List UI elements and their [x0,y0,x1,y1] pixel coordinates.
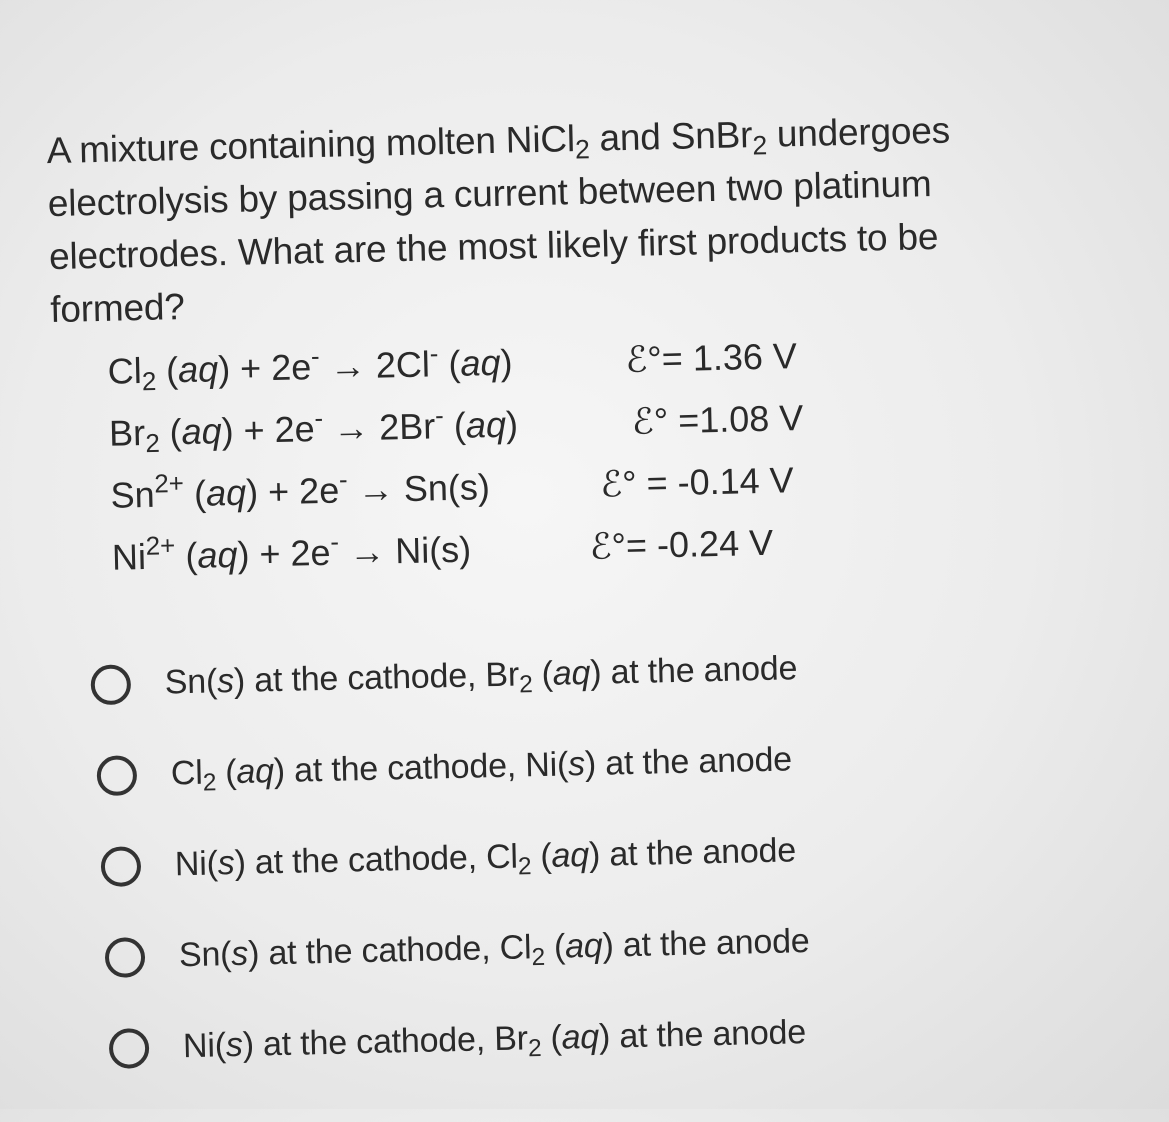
option-label: Sn(s) at the cathode, $Br_2$ (aq) at the anode [164,649,798,702]
subscript: 2 [752,130,768,161]
half-reaction: $Sn^{2+}$ (aq) + 2e- → Sn(s) [110,466,491,516]
half-reaction: $Br_2$ (aq) + 2e- → 2Br- (aq) [108,401,519,459]
option-label: Ni(s) at the cathode, $Cl_2$ (aq) at the anode [174,831,797,884]
half-reaction: $Cl_2$ (aq) + 2e- → 2Cl- (aq) [107,340,513,397]
half-reaction: $Ni^{2+}$ (aq) + 2e- → Ni(s) [111,528,472,578]
subscript: 2 [574,134,591,165]
radio-button[interactable] [105,937,146,978]
radio-button[interactable] [109,1028,150,1069]
option-label: Sn(s) at the cathode, $Cl_2$ (aq) at the anode [178,922,810,975]
question-line-2: electrolysis by passing a current between two platinum [47,163,932,225]
question-line-3: electrodes. What are the most likely first products to be [48,215,939,278]
question-line-1-part-b: and SnBr [588,114,753,159]
question-line-1-part-c: undergoes [766,109,951,155]
option-label: $Cl_2$ (aq) at the cathode, Ni(s) at the anode [170,740,793,797]
question-line-4: formed? [49,286,186,331]
standard-potential: ℰ°= 1.36 V [625,335,798,381]
question-line-1-part-a: A mixture containing molten NiCl [46,118,576,172]
question-text [46,101,1091,337]
radio-button[interactable] [96,755,137,796]
standard-potential: ℰ° = -0.14 V [599,459,795,505]
radio-button[interactable] [90,664,131,705]
option-label: Ni(s) at the cathode, $Br_2$ (aq) at the anode [182,1013,807,1066]
standard-potential: ℰ° =1.08 V [631,397,804,442]
answer-option-5[interactable] [108,983,1000,1094]
radio-button[interactable] [101,846,142,887]
answer-options [90,619,1000,1094]
reduction-potentials-table [107,324,872,589]
standard-potential: ℰ°= -0.24 V [589,521,774,567]
